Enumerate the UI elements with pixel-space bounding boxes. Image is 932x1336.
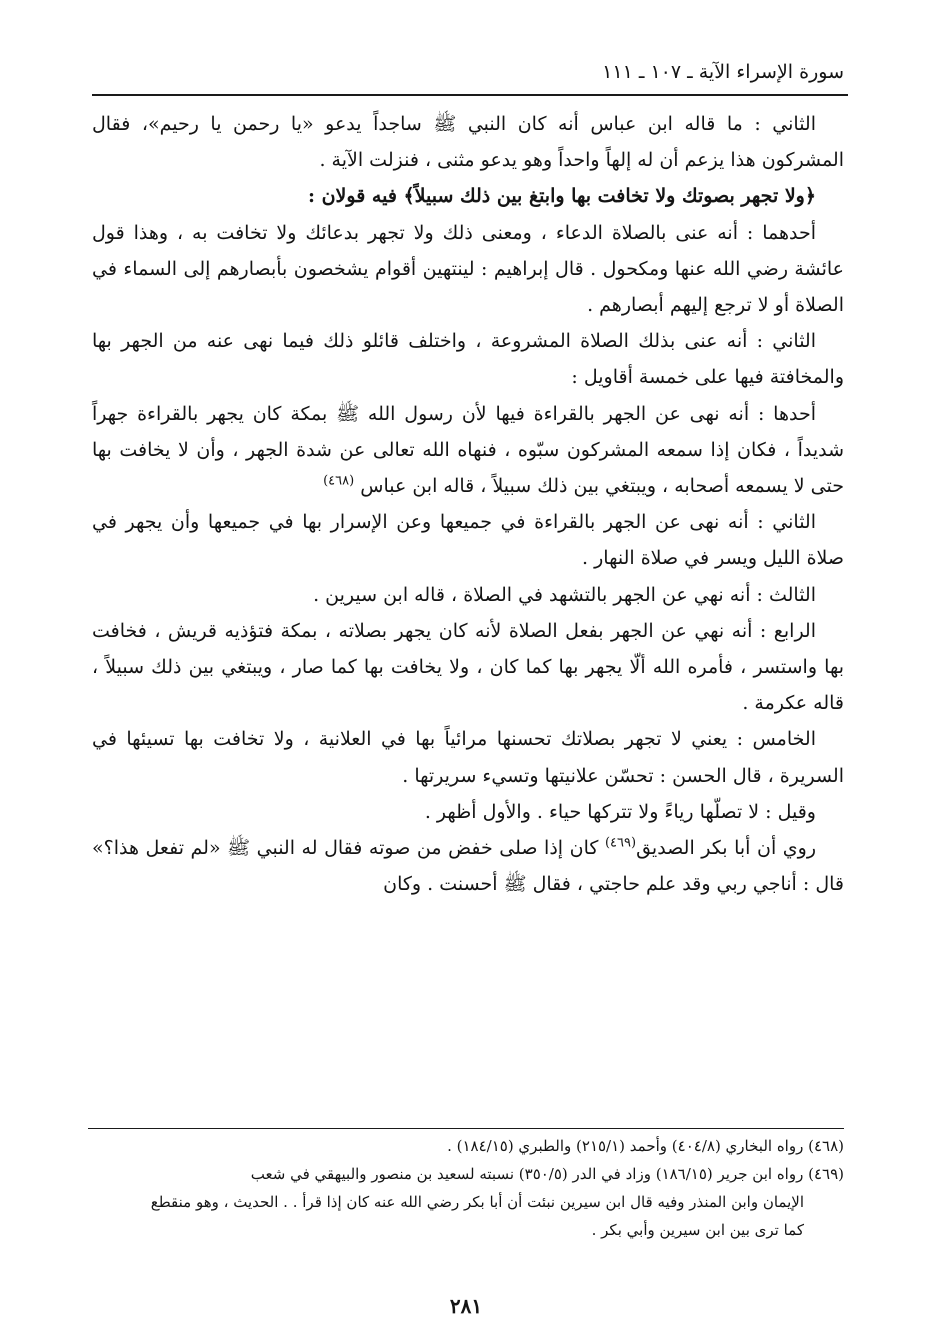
footnote-468: (٤٦٨) رواه البخاري (٤٠٤/٨) وأحمد (٢١٥/١) والطبري (١٨٤/١٥) . <box>447 1137 844 1155</box>
footnote-mark-469: (٤٦٩) <box>604 835 637 851</box>
header-rule <box>92 94 848 96</box>
abu-bakr-text-end: كان إذا صلى خفض من صوته فقال له النبي ﷺ «لم تفعل هذا؟» قال : أناجي ربي وقد علم حاجتي ، فقال ﷺ أحسنت . وكان <box>92 837 844 896</box>
paragraph-opinion-two: الثاني : أنه نهى عن الجهر بالقراءة في جميعها وعن الإسرار بها في جميعها وأن يجهر في صلاة الليل ويسر في صلاة النهار . <box>92 511 844 570</box>
footnotes <box>88 1132 844 1244</box>
paragraph-opinion-three: الثالث : أنه نهي عن الجهر بالتشهد في الصلاة ، قاله ابن سيرين . <box>313 583 816 606</box>
paragraph-opinion-four: الرابع : أنه نهي عن الجهر بفعل الصلاة لأنه كان يجهر بصلاته ، بمكة فتؤذيه قريش ، فخافت بها واستسر ، فأمره الله ألّا يجهر بها كما كان ، ولا يخافت بها كما صار ، ويبتغي بين ذلك سبيلاً ، قاله عكرمة . <box>92 619 844 715</box>
footnote-469: (٤٦٩) رواه ابن جرير (١٨٦/١٥) وزاد في الدر (٣٥٠/٥) نسبته لسعيد بن منصور والبيهقي في شعب <box>250 1165 844 1183</box>
running-header: سورة الإسراء الآية ـ ١٠٧ ـ ١١١ <box>602 61 844 83</box>
footnote-rule <box>88 1128 844 1129</box>
page-number: ٢٨١ <box>449 1294 483 1318</box>
footnote-469-end: كما ترى بين ابن سيرين وأبي بكر . <box>591 1221 804 1239</box>
verse-heading: ﴿ولا تجهر بصوتك ولا تخافت بها وابتغ بين ذلك سبيلاً﴾ فيه قولان : <box>307 185 816 208</box>
paragraph-second-opinion: الثاني : ما قاله ابن عباس أنه كان النبي ﷺ ساجداً يدعو «يا رحمن يا رحيم»، فقال المشركون هذا يزعم أن له إلهاً واحداً وهو يدعو مثنى ، فنزلت الآية . <box>92 113 844 172</box>
main-text <box>92 106 844 902</box>
footnote-mark-468: (٤٦٨) <box>323 473 355 489</box>
paragraph-other-view: وقيل : لا تصلّها رياءً ولا تتركها حياء . والأول أظهر . <box>424 800 816 823</box>
paragraph-opinion-five: الخامس : يعني لا تجهر بصلاتك تحسنها مرائياً بها في العلانية ، ولا تخافت بها تسيئها في السريرة ، قال الحسن : تحسّن علانيتها وتسيء سريرتها . <box>92 728 844 787</box>
opinion-one-text: أحدها : أنه نهى عن الجهر بالقراءة فيها لأن رسول الله ﷺ بمكة كان يجهر بالقراءة جهراً شديداً ، فكان إذا سمعه المشركون سبّوه ، فنهاه الله تعالى عن شدة الجهر ، وأن لا يخافت بها حتى لا يسمعه أصحابه ، ويبتغي بين ذلك سبيلاً ، قاله ابن عباس <box>92 402 844 498</box>
paragraph-abu-bakr <box>92 830 844 902</box>
paragraph-second-view: الثاني : أنه عنى بذلك الصلاة المشروعة ، واختلف قائلو ذلك فيما نهى عنه من الجهر بها والمخافتة فيها على خمسة أقاويل : <box>92 330 844 389</box>
footnote-469-continued: الإيمان وابن المنذر وفيه قال ابن سيرين نبئت أن أبا بكر رضي الله عنه كان إذا قرأ . . الحديث ، وهو منقطع <box>150 1193 804 1211</box>
paragraph-opinion-one <box>92 396 844 505</box>
abu-bakr-text-start: روي أن أبا بكر الصديق <box>636 837 816 860</box>
paragraph-first-view: أحدهما : أنه عنى بالصلاة الدعاء ، ومعنى ذلك ولا تجهر بدعائك ولا تخافت به ، وهذا قول عائشة رضي الله عنها ومكحول . قال إبراهيم : لينتهين أقوام يشخصون بأبصارهم إلى السماء في الصلاة أو لا ترجع إليهم أبصارهم . <box>92 221 844 317</box>
